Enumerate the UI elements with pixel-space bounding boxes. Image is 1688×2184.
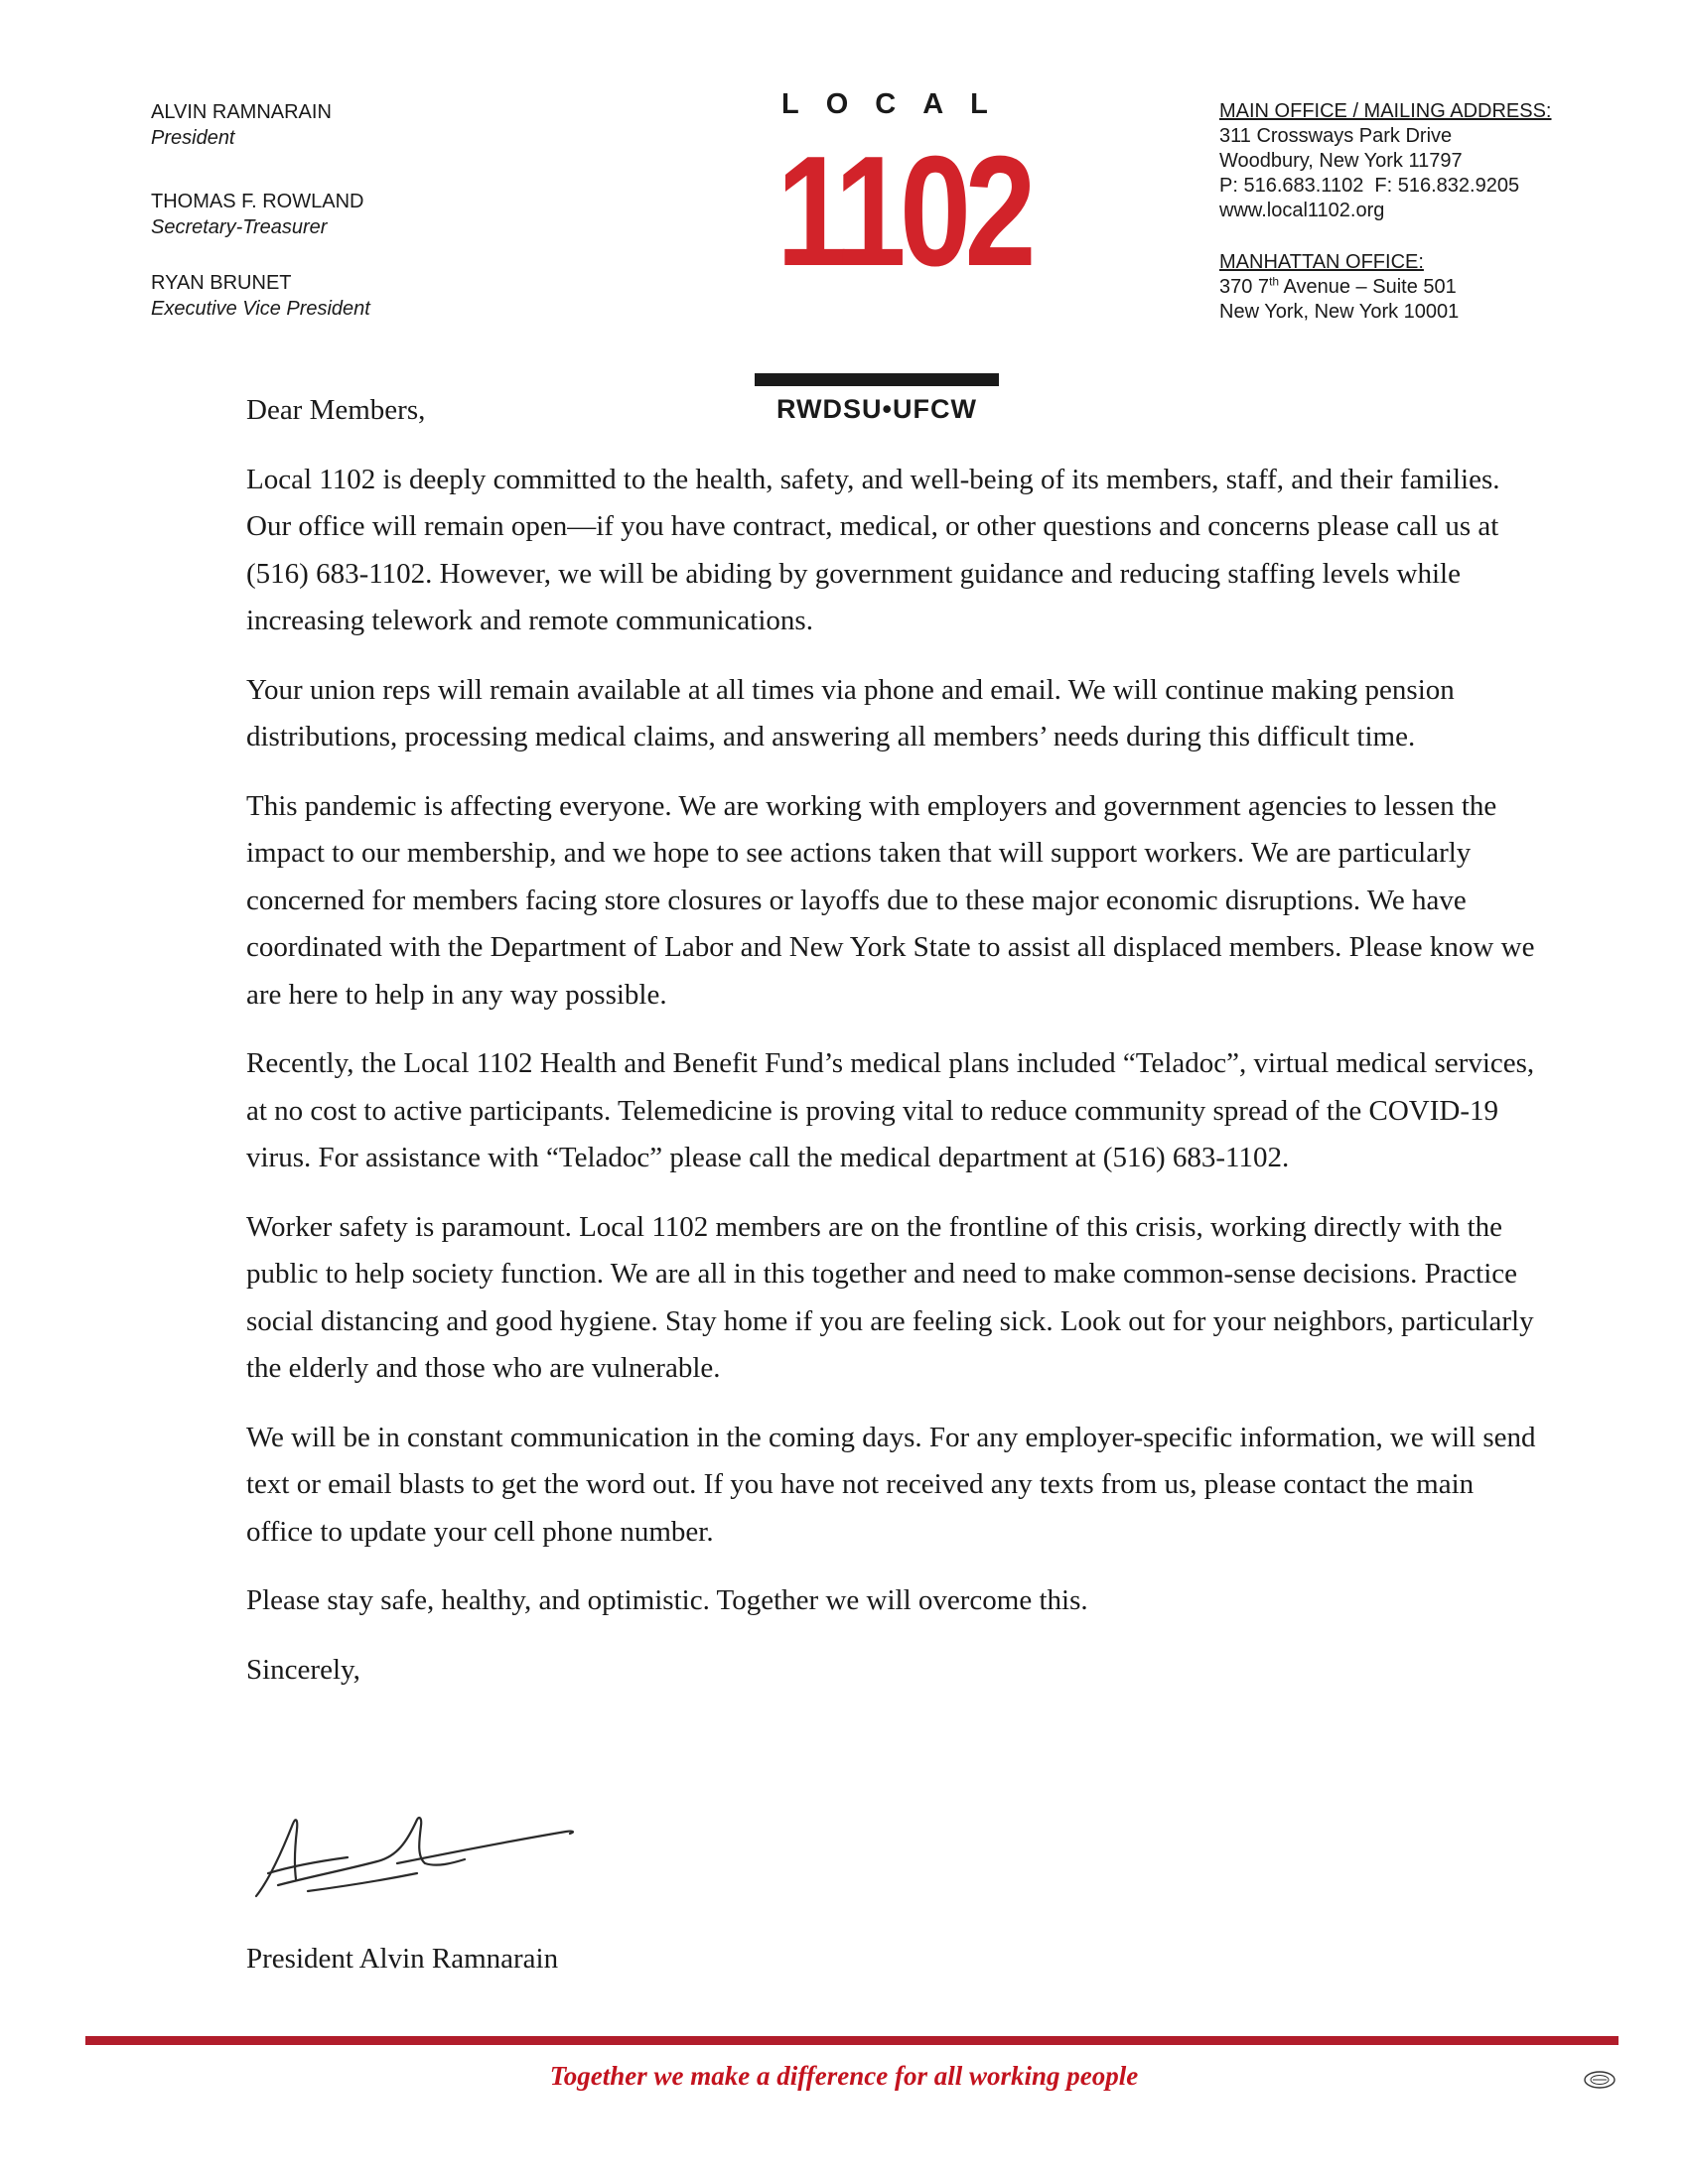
footer-rule [85, 2036, 1618, 2045]
officer-name: RYAN BRUNET [151, 272, 292, 294]
letter-body [246, 387, 1537, 1715]
officers-list [151, 99, 479, 322]
main-office-website: www.local1102.org [1219, 200, 1385, 221]
manhattan-office [1219, 250, 1646, 325]
paragraph-communication: We will be in constant communication in the coming days. For any employer-specific information, we will send text or email blasts to get the word out. If you have not received any texts from us, please contact the main office to update your cell phone number. [246, 1421, 1536, 1548]
paragraph-pandemic: This pandemic is affecting everyone. We are working with employers and government agencies to lessen the impact to our membership, and we hope to see actions taken that will support workers. We are particularly concerned for members facing store closures or layoffs due to these major economic disruptions. We have coordinated with the Department of Labor and New York State to assist all displaced members. Please know we are here to help in any way possible. [246, 789, 1535, 1011]
local-1102-logo [755, 87, 1030, 424]
office-addresses [1219, 99, 1646, 325]
logo-affiliation: RWDSU•UFCW [776, 394, 977, 424]
street-ordinal-suffix: th [1269, 274, 1280, 289]
officer-secretary-treasurer [151, 189, 479, 240]
handwritten-signature [248, 1802, 586, 1911]
officer-title: President [151, 127, 235, 149]
salutation: Dear Members, [246, 394, 426, 426]
paragraph-worker-safety: Worker safety is paramount. Local 1102 members are on the frontline of this crisis, working directly with the public to help society function. We are all in this together and need to make common-sense decisions. Practice social distancing and good hygiene. Stay home if you are feeling sick. Look out for your neighbors, particularly the elderly and those who are vulnerable. [246, 1210, 1534, 1384]
main-office-heading: MAIN OFFICE / MAILING ADDRESS: [1219, 100, 1552, 122]
main-office-phones: P: 516.683.1102 F: 516.832.9205 [1219, 175, 1520, 197]
main-office-street: 311 Crossways Park Drive [1219, 125, 1453, 147]
officer-title: Executive Vice President [151, 298, 370, 320]
officer-president [151, 99, 479, 151]
main-office-city: Woodbury, New York 11797 [1219, 150, 1463, 172]
street-rest: Avenue – Suite 501 [1279, 276, 1457, 298]
footer-slogan: Together we make a difference for all working people [549, 2061, 1139, 2091]
paragraph-commitment: Local 1102 is deeply committed to the health, safety, and well-being of its members, staff, and their families. Our office will remain open—if you have contract, medical, or other questions and concerns please call us at (516) 683-1102. However, we will be abiding by government guidance and reducing staffing levels while increasing telework and remote communications. [246, 463, 1500, 636]
logo-local-word: LOCAL [781, 88, 1015, 120]
logo-number: 1102 [776, 124, 1030, 299]
officer-executive-vice-president [151, 270, 479, 322]
closing: Sincerely, [246, 1653, 360, 1686]
officer-name: ALVIN RAMNARAIN [151, 101, 332, 123]
union-bug-icon [1583, 2070, 1617, 2090]
main-office [1219, 99, 1646, 223]
paragraph-teladoc: Recently, the Local 1102 Health and Benefit Fund’s medical plans included “Teladoc”, virtual medical services, at no cost to active participants. Telemedicine is proving vital to reduce community spread of the COVID-19 virus. For assistance with “Teladoc” please call the medical department at (516) 683-1102. [246, 1047, 1535, 1173]
street-number: 370 7 [1219, 276, 1270, 298]
manhattan-office-heading: MANHATTAN OFFICE: [1219, 251, 1424, 273]
paragraph-stay-safe: Please stay safe, healthy, and optimistic. Together we will overcome this. [246, 1584, 1088, 1616]
officer-name: THOMAS F. ROWLAND [151, 191, 364, 212]
officer-title: Secretary-Treasurer [151, 216, 328, 238]
paragraph-union-reps: Your union reps will remain available at all times via phone and email. We will continue making pension distributions, processing medical claims, and answering all members’ needs during this difficult time. [246, 673, 1455, 752]
manhattan-office-city: New York, New York 10001 [1219, 301, 1460, 323]
logo-bar [755, 373, 999, 386]
manhattan-office-street [1219, 275, 1646, 300]
signer-name: President Alvin Ramnarain [246, 1943, 559, 1975]
